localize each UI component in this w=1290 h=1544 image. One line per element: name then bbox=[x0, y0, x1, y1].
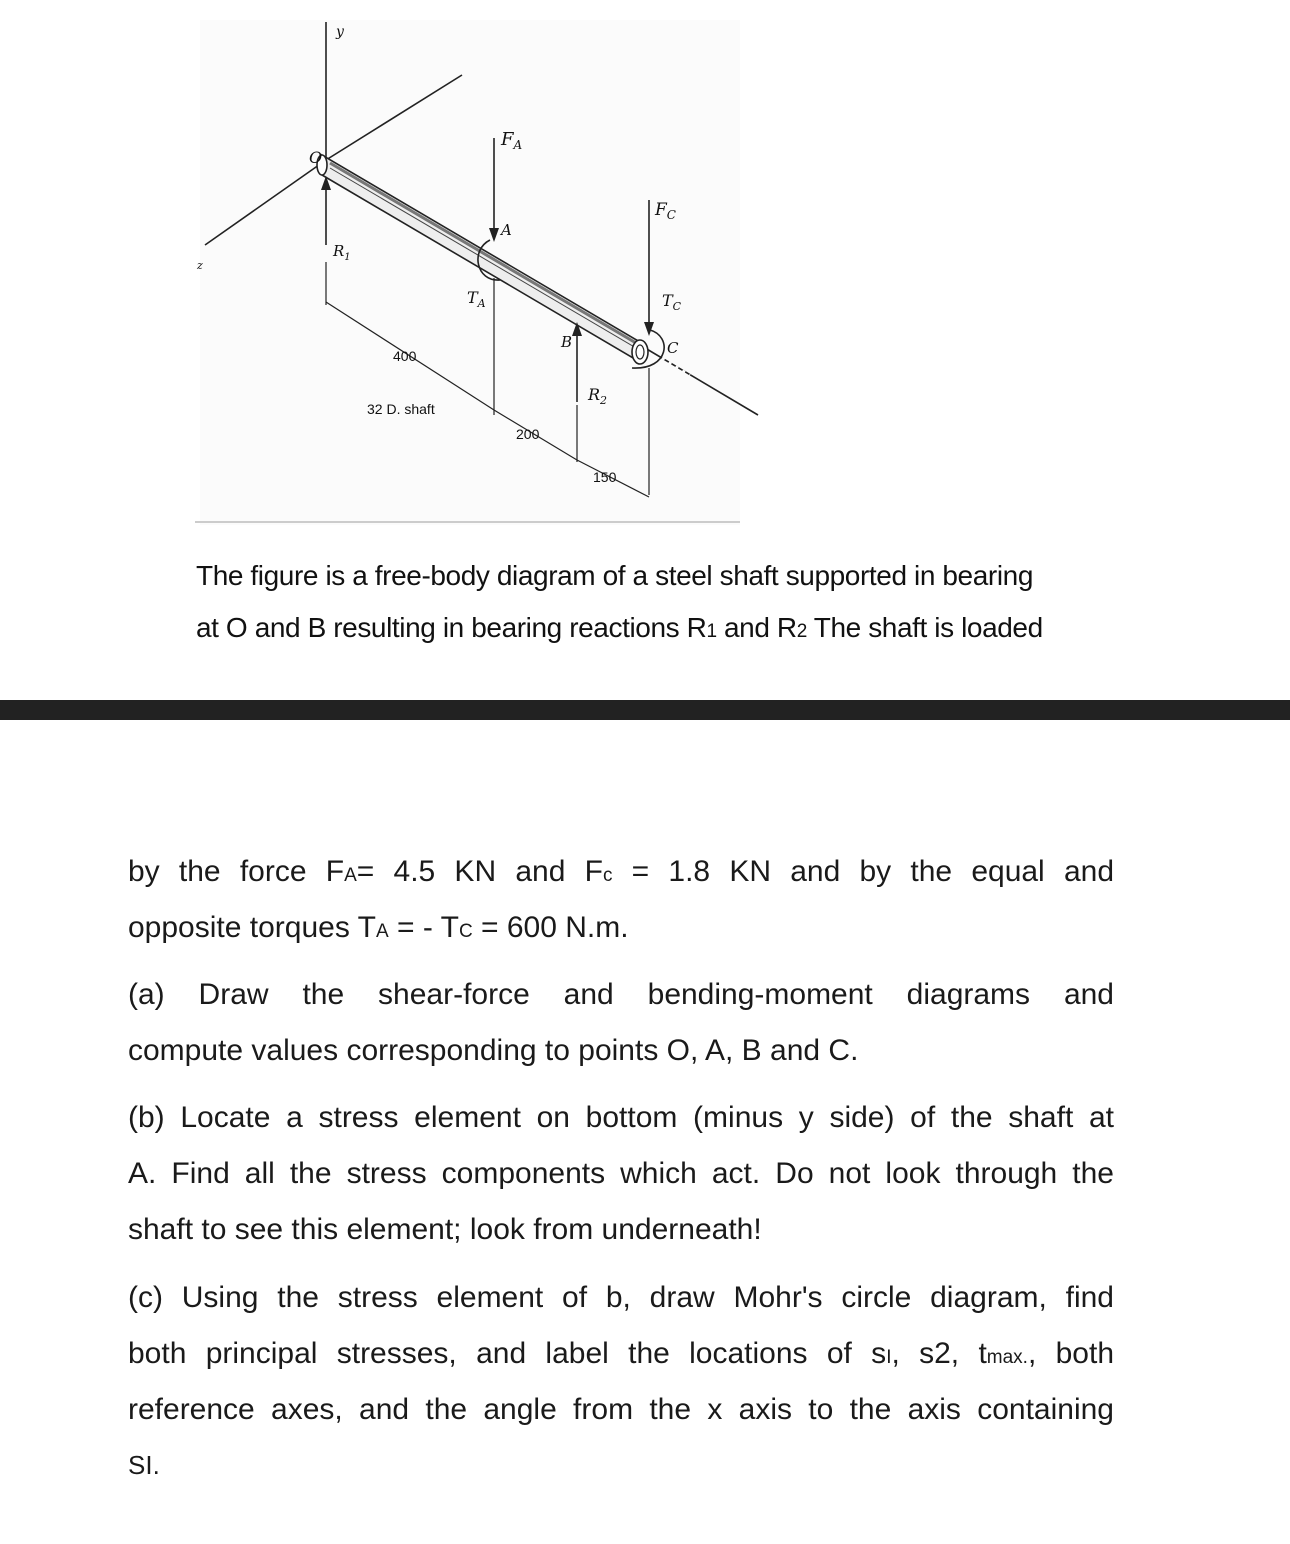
part-b-line-2: A. Find all the stress components which act. Do not look through the bbox=[128, 1157, 1114, 1190]
part-b-line-3: shaft to see this element; look from underneath! bbox=[128, 1213, 762, 1246]
part-c-line-3: reference axes, and the angle from the x axis to the axis containing bbox=[128, 1393, 1114, 1426]
r1-label: $R_1$ bbox=[333, 242, 351, 263]
part-b-line-1: (b) Locate a stress element on bottom (minus y side) of the shaft at bbox=[128, 1101, 1114, 1134]
shaft-end-c bbox=[632, 340, 648, 364]
part-c-line-1: (c) Using the stress element of b, draw Mohr's circle diagram, find bbox=[128, 1281, 1114, 1314]
part-c-line-4: SI. bbox=[128, 1450, 160, 1480]
point-c-label: C bbox=[667, 339, 679, 357]
caption-line-2: at O and B resulting in bearing reactions R1 and R2 The shaft is loaded bbox=[196, 612, 1043, 643]
point-a-label: A bbox=[501, 221, 512, 239]
page-divider bbox=[0, 700, 1290, 720]
point-b-label: B bbox=[561, 333, 573, 351]
tc-label: $T_C$ bbox=[662, 291, 682, 313]
shaft-diameter-label: 32 D. shaft bbox=[367, 401, 435, 417]
caption-line-1: The figure is a free-body diagram of a steel shaft supported in bearing bbox=[196, 560, 1033, 591]
part-a-line-1: (a) Draw the shear-force and bending-moment diagrams and bbox=[128, 978, 1114, 1011]
point-o-label: O bbox=[309, 148, 323, 167]
dim-150-label: 150 bbox=[593, 469, 617, 485]
fc-label: $F_C$ bbox=[655, 200, 676, 222]
ta-label: $T_A$ bbox=[467, 288, 486, 310]
part-c-line-2: both principal stresses, and label the locations of sI, s2, tmax., both bbox=[128, 1337, 1115, 1370]
dim-200-label: 200 bbox=[516, 426, 540, 442]
scan-background bbox=[200, 20, 740, 525]
z-axis-label: z bbox=[197, 259, 203, 272]
problem-line-1: by the force FA= 4.5 KN and Fc = 1.8 KN and by the equal and bbox=[128, 855, 1114, 888]
part-a-line-2: compute values corresponding to points O, A, B and C. bbox=[128, 1034, 859, 1067]
fa-label: $F_A$ bbox=[501, 129, 523, 152]
problem-line-2: opposite torques TA = - TC = 600 N.m. bbox=[128, 911, 629, 944]
r2-label: $R_2$ bbox=[588, 385, 608, 407]
y-axis-label: y bbox=[336, 24, 344, 40]
dim-400-label: 400 bbox=[393, 348, 417, 364]
shaft-free-body-diagram bbox=[0, 0, 1290, 530]
